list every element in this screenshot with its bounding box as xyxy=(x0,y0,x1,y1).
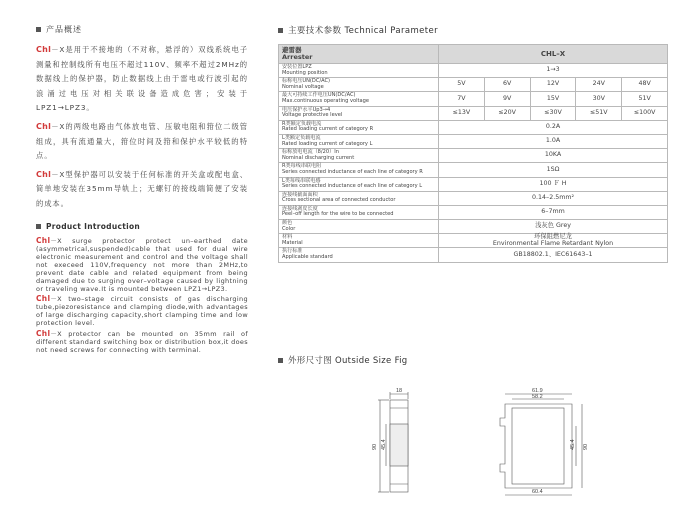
table-row xyxy=(279,149,668,163)
table-row xyxy=(279,248,668,262)
table-row xyxy=(279,92,668,106)
section-bullet-icon xyxy=(36,224,41,229)
row-label: 颜色 Color xyxy=(279,220,439,234)
row-value: 5V xyxy=(439,78,485,92)
row-value: 浅灰色 Grey xyxy=(439,220,668,234)
table-row xyxy=(279,205,668,219)
dim-90-side: 90 xyxy=(583,443,589,450)
overview-paragraph-en: Chl－X two–stage circuit consists of gas discharging tube,piezoresistance and clamping diode,with advantages of large discharging capacity,short clamping time and low protection level. xyxy=(36,294,248,328)
table-row xyxy=(279,106,668,120)
table-row xyxy=(279,177,668,191)
row-label: R类每线串联电阻 Series connected inductance of each line of category R xyxy=(279,163,439,177)
row-value: ≤100V xyxy=(622,106,668,120)
row-value: 0.2A xyxy=(439,120,668,134)
section-bullet-icon xyxy=(278,358,283,363)
table-header-row xyxy=(279,45,668,64)
row-value: 7V xyxy=(439,92,485,106)
row-value: 24V xyxy=(576,78,622,92)
row-value: 6–7mm xyxy=(439,205,668,219)
section-bullet-icon xyxy=(278,28,283,33)
section-bullet-icon xyxy=(36,27,41,32)
overview-paragraph-en: Chl－X protector can be mounted on 35mm rail of different standard switching box or distribution box,it does not need screws for connecting with terminal. xyxy=(36,328,248,354)
row-label: 电压保护水平Up3→4 Voltage protective level xyxy=(279,106,439,120)
overview-paragraph-cn: Chl－X的两级电路由气体放电管、压敏电阻和箝位二级管组成，具有流通量大，箝位时间及箝和保护水平较低的特点。 xyxy=(36,121,248,161)
row-value: 1SΩ xyxy=(439,163,668,177)
table-row xyxy=(279,234,668,248)
model-cell: CHL–X xyxy=(439,45,668,64)
overview-column xyxy=(36,24,248,354)
row-label: 最大可持续工作电压UN(DC/AC) Max.continuous operating voltage xyxy=(279,92,439,106)
tech-title: 主要技术参数 Technical Parameter xyxy=(278,24,667,36)
dim-45-4-side: 45.4 xyxy=(570,439,576,450)
outline-drawing xyxy=(360,380,660,500)
row-value: ≤20V xyxy=(484,106,530,120)
overview-title: 产品概述 xyxy=(36,24,248,35)
dim-61-9: 61.9 xyxy=(532,388,543,394)
row-value: 1→3 xyxy=(439,64,668,78)
row-value: 100 Ｆ H xyxy=(439,177,668,191)
overview-paragraph-cn: Chl－X型保护器可以安装于任何标准的开关盒或配电盒、简单地安装在35mm导轨上；无螺钉的接线端简便了安装的成本。 xyxy=(36,169,248,208)
dim-60-4: 60.4 xyxy=(532,489,543,495)
tech-column xyxy=(278,24,667,263)
table-row xyxy=(279,78,668,92)
row-label: L类每线串联电感 Series connected inductance of each line of category L xyxy=(279,177,439,191)
dim-18: 18 xyxy=(396,388,403,394)
row-label: 材料 Material xyxy=(279,234,439,248)
row-value: 10KA xyxy=(439,149,668,163)
row-value: ≤13V xyxy=(439,106,485,120)
table-row xyxy=(279,134,668,148)
table-row xyxy=(279,163,668,177)
row-label: 执行标准 Applicable standard xyxy=(279,248,439,262)
row-label: 标称放电电流（8/20）In Nominal discharging current xyxy=(279,149,439,163)
dim-58-2: 58.2 xyxy=(532,394,543,400)
table-row xyxy=(279,64,668,78)
row-value: 30V xyxy=(576,92,622,106)
row-value: 51V xyxy=(622,92,668,106)
dim-45-4-front: 45.4 xyxy=(381,439,387,450)
row-value: 1.0A xyxy=(439,134,668,148)
dim-90-front: 90 xyxy=(372,443,378,450)
table-row xyxy=(279,220,668,234)
row-value: ≤30V xyxy=(530,106,576,120)
row-value: 0.14–2.5mm² xyxy=(439,191,668,205)
row-label: R类额定负载电流 Rated loading current of category R xyxy=(279,120,439,134)
row-value: GB18802.1、IEC61643–1 xyxy=(439,248,668,262)
row-label: 连接线截面面积 Cross sectional area of connected conductor xyxy=(279,191,439,205)
spec-table xyxy=(278,44,668,263)
row-label: 安装位置LPZ Mounting position xyxy=(279,64,439,78)
row-value: 6V xyxy=(484,78,530,92)
overview-paragraph-en: Chl－X surge protector protect un–earthed date (asymmetrical,suspended)cable that used for dual wire electronic measurement and control and the voltage shall not execeed 110V,frequency not more than 2MHz,to prevent date cable and related equipment from being damaged due to surging over–voltage caused by lightning or traveling wave.It is mounted between LPZ1→LPZ3. xyxy=(36,235,248,294)
row-value: ≤51V xyxy=(576,106,622,120)
row-value: 48V xyxy=(622,78,668,92)
overview-paragraph-cn: Chl－X是用于不接地的（不对称，悬浮的）双线系统电子测量和控制线所有电压不超过110V、频率不超过2MHz的数据线上的保护器，防止数据线上由于雷电或行波引起的浪涌过电压对相关联设备造成危害；安装于LPZ1→LPZ3。 xyxy=(36,45,248,113)
row-value: 环保阻燃尼龙 Environmental Flame Retardant Nylon xyxy=(439,234,668,248)
table-row xyxy=(279,120,668,134)
row-value: 15V xyxy=(530,92,576,106)
row-label: 标称电压UN(DC/AC) Nominal voltage xyxy=(279,78,439,92)
row-value: 9V xyxy=(484,92,530,106)
row-label: L类额定负载电流 Rated loading current of category L xyxy=(279,134,439,148)
product-introduction-title: Product Introduction xyxy=(36,222,248,231)
header-label-cell: 避雷器 Arrester xyxy=(279,45,439,64)
outline-title: 外形尺寸图 Outside Size Fig xyxy=(278,354,408,366)
table-row xyxy=(279,191,668,205)
row-value: 12V xyxy=(530,78,576,92)
row-label: 连接线剥皮长度 Peel–off length for the wire to be connected xyxy=(279,205,439,219)
